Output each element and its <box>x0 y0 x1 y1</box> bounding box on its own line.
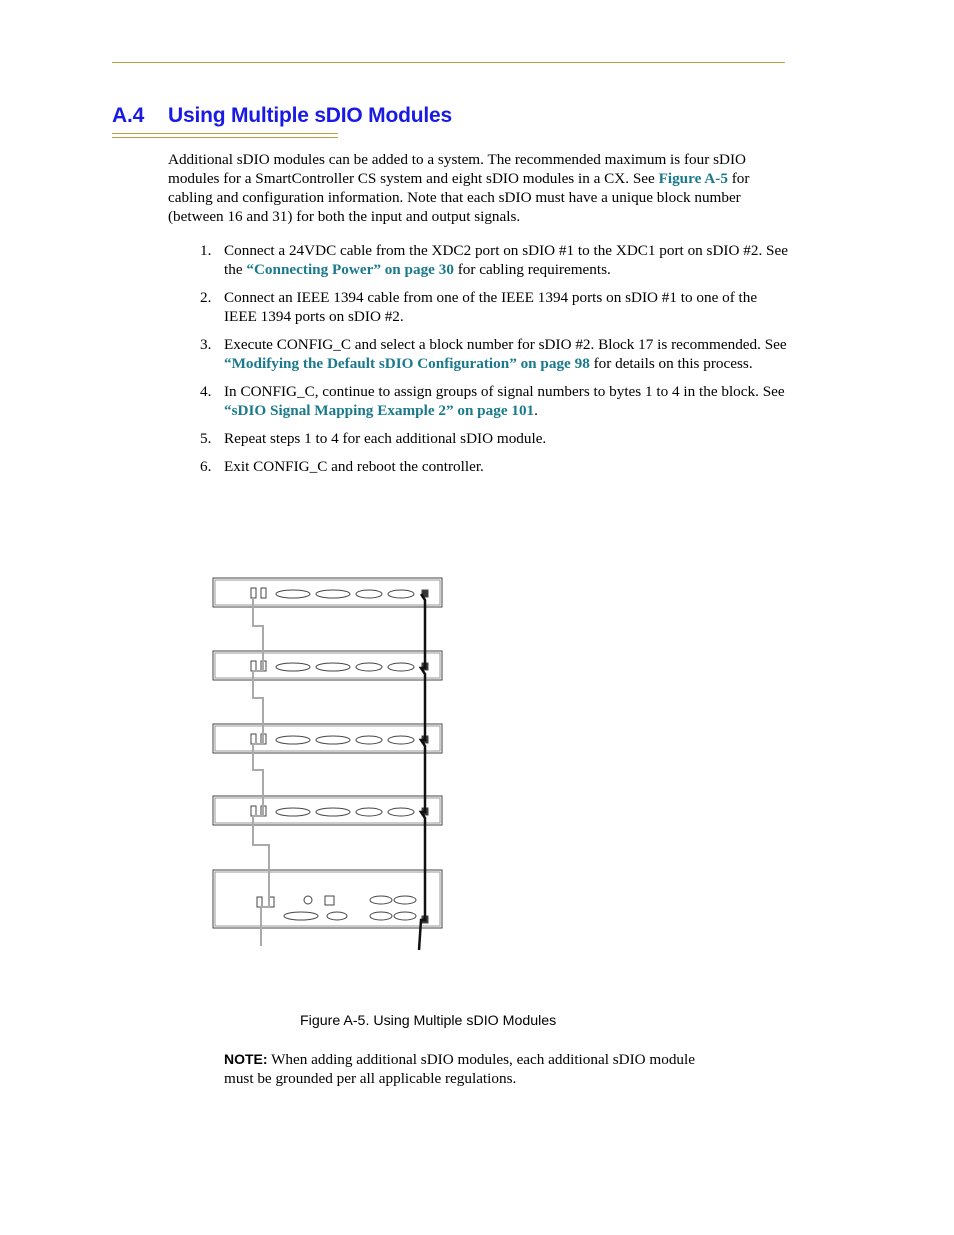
step-number: 4. <box>200 383 212 400</box>
step-number: 6. <box>200 458 212 475</box>
list-item <box>168 457 788 476</box>
list-item <box>168 429 788 448</box>
step-number: 5. <box>200 430 212 447</box>
step-text-cont: . <box>534 402 538 419</box>
power-cable <box>419 594 425 950</box>
sdio-module-3 <box>213 724 442 753</box>
sdio-cabling-diagram <box>205 570 455 960</box>
heading-underline <box>112 133 338 134</box>
sdio-module-2 <box>213 651 442 680</box>
sdio-module-4 <box>213 796 442 825</box>
step-number: 1. <box>200 242 212 259</box>
section-title: Using Multiple sDIO Modules <box>168 104 452 127</box>
note-paragraph <box>224 1050 724 1088</box>
intro-paragraph <box>168 150 788 226</box>
figure-link[interactable]: Figure A-5 <box>658 170 728 187</box>
step-text: Exit CONFIG_C and reboot the controller. <box>224 458 484 475</box>
heading-underline-2 <box>112 137 338 138</box>
figure-caption: Figure A-5. Using Multiple sDIO Modules <box>300 1013 557 1029</box>
step-text: Execute CONFIG_C and select a block number for sDIO #2. Block 17 is recommended. See <box>224 336 787 353</box>
list-item <box>168 241 788 279</box>
step-text: Connect a 24VDC cable from the XDC2 port on sDIO #1 to the XDC1 port on sDIO #2. See the <box>224 242 788 278</box>
section-number: A.4 <box>112 104 145 127</box>
signal-mapping-link[interactable]: “sDIO Signal Mapping Example 2” on page 101 <box>224 402 535 419</box>
connecting-power-link[interactable]: “Connecting Power” on page 30 <box>246 261 454 278</box>
section-heading <box>112 104 452 128</box>
list-item <box>168 335 788 373</box>
step-text-cont: for details on this process. <box>589 355 753 372</box>
step-text: Connect an IEEE 1394 cable from one of the IEEE 1394 ports on sDIO #1 to one of the IEEE 1394 ports on sDIO #2. <box>224 289 758 325</box>
step-text: In CONFIG_C, continue to assign groups of signal numbers to bytes 1 to 4 in the block. See <box>224 383 785 400</box>
intro-text: Additional sDIO modules can be added to a system. The recommended maximum is four sDIO modules for a SmartController CS system and eight sDIO modules in a CX. See <box>168 151 746 187</box>
modifying-config-link[interactable]: “Modifying the Default sDIO Configuration” on page 98 <box>224 355 590 372</box>
note-label: NOTE: <box>224 1051 268 1067</box>
sdio-module-1 <box>213 578 442 607</box>
step-text-cont: for cabling requirements. <box>453 261 611 278</box>
note-text: When adding additional sDIO modules, each additional sDIO module must be grounded per all applicable regulations. <box>224 1051 695 1087</box>
step-number: 2. <box>200 289 212 306</box>
list-item <box>168 288 788 326</box>
steps-list <box>168 241 788 485</box>
list-item <box>168 382 788 420</box>
step-text: Repeat steps 1 to 4 for each additional sDIO module. <box>224 430 547 447</box>
intro-text-cont: for cabling and configuration information. Note that each sDIO must have a unique block number (between 16 and 31) for both the input and output signals. <box>168 170 750 225</box>
step-number: 3. <box>200 336 212 353</box>
header-rule <box>112 62 785 63</box>
smartcontroller-unit <box>213 870 442 928</box>
ieee1394-cable <box>253 598 269 946</box>
